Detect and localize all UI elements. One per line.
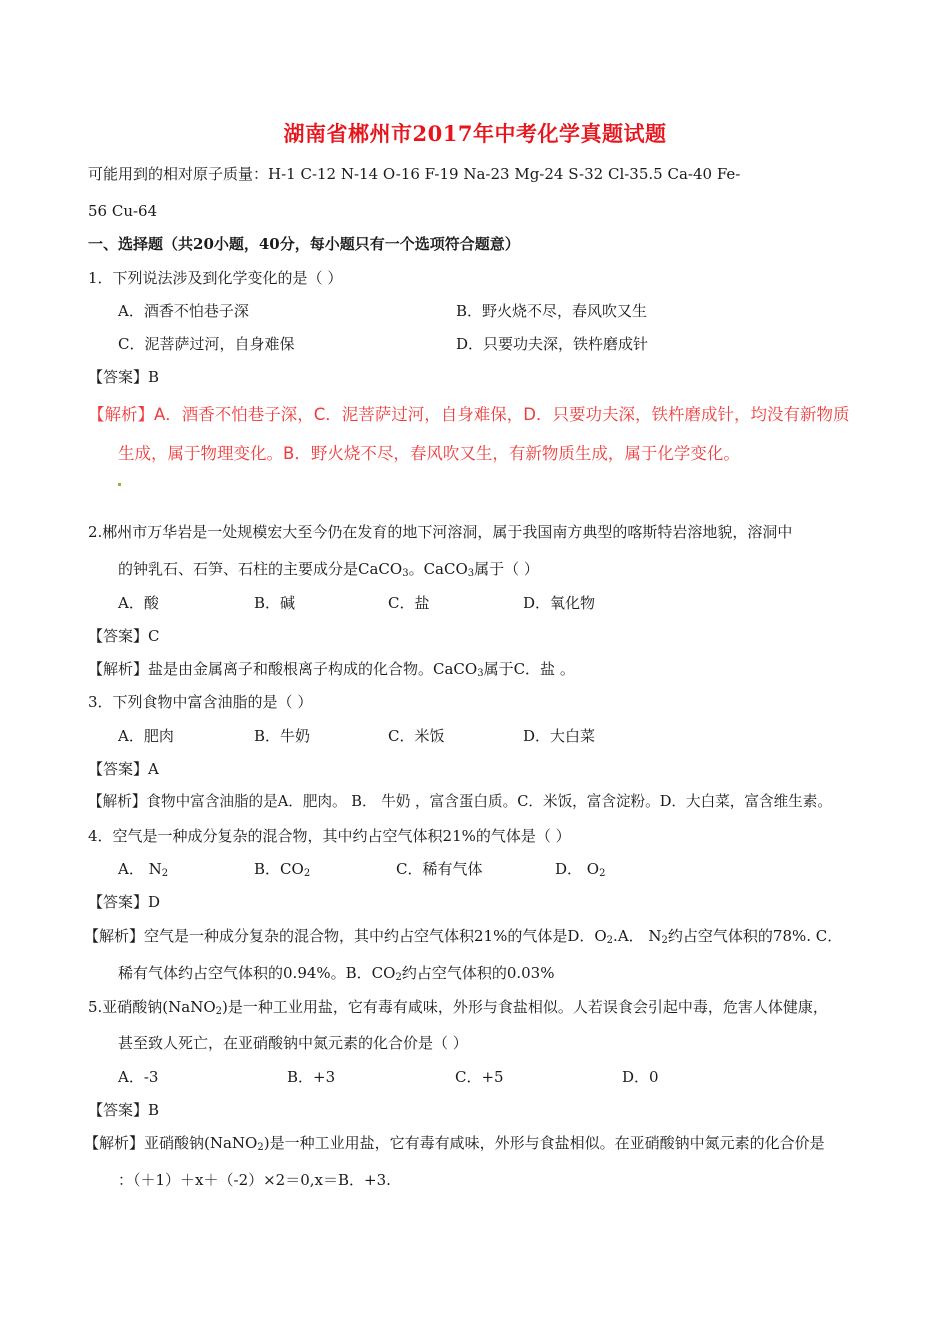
q4-answer: 【答案】D <box>88 893 161 911</box>
q5-option-d: D．0 <box>622 1068 659 1086</box>
q4-option-d: D． $O_2$ <box>555 860 606 879</box>
q3-option-c: C．米饭 <box>388 727 445 745</box>
q2-option-c: C．盐 <box>388 594 430 612</box>
q3-option-d: D．大白菜 <box>523 727 596 745</box>
q2-stem-line-1: 2.郴州市万华岩是一处规模宏大至今仍在发育的地下河溶洞，属于我国南方典型的喀斯特岩溶地貌，溶洞中 <box>88 523 793 541</box>
atomic-mass-line-2: 56 Cu-64 <box>88 202 158 220</box>
q3-stem: 3．下列食物中富含油脂的是（ ） <box>88 693 313 711</box>
q3-option-a: A．肥肉 <box>118 727 174 745</box>
q4-option-c: C．稀有气体 <box>396 860 483 878</box>
q1-option-c: C．泥菩萨过河，自身难保 <box>118 335 295 353</box>
q5-option-c: C．+5 <box>455 1068 504 1086</box>
q3-analysis: 【解析】食物中富含油脂的是A．肥肉。 B． 牛奶 ，富含蛋白质。C．米饭，富含淀粉。D．大白菜，富含维生素。 <box>88 793 832 810</box>
q5-option-a: A．-3 <box>118 1068 159 1086</box>
q5-option-b: B．+3 <box>287 1068 336 1086</box>
q4-option-b: B．$CO_2$ <box>254 860 311 879</box>
q4-analysis-line-2: 稀有气体约占空气体积的0.94%。B．$CO_2$约占空气体积的0.03% <box>118 964 555 983</box>
q5-analysis-line-2: ：（＋1）＋x＋（-2）×2＝0,x＝B．+3. <box>118 1171 391 1189</box>
q3-answer: 【答案】A <box>88 760 159 778</box>
q4-analysis-line-1: 【解析】空气是一种成分复杂的混合物，其中约占空气体积21%的气体是D．$O_2.A$． $N_2$约占空气体积的78%. C． <box>84 927 843 946</box>
q4-stem: 4．空气是一种成分复杂的混合物，其中约占空气体积21%的气体是（ ） <box>88 827 571 845</box>
q1-answer: 【答案】B <box>88 368 160 386</box>
q1-option-a: A．酒香不怕巷子深 <box>118 302 249 320</box>
q2-stem-line-2: 的钟乳石、石笋、石柱的主要成分是CaCO$_3$。CaCO$_3$属于（ ） <box>118 560 539 579</box>
q1-analysis-line-1: 【解析】A．酒香不怕巷子深，C．泥菩萨过河，自身难保，D．只要功夫深，铁杵磨成针，均没有新物质 <box>88 405 850 424</box>
q2-answer: 【答案】C <box>88 627 160 645</box>
q5-stem-line-2: 甚至致人死亡，在亚硝酸钠中氮元素的化合价是（ ） <box>118 1034 468 1052</box>
q5-stem-line-1: 5.亚硝酸钠(NaNO$_2$)是一种工业用盐，它有毒有咸味，外形与食盐相似。人若误食会引起中毒，危害人体健康， <box>88 998 828 1017</box>
q2-analysis: 【解析】盐是由金属离子和酸根离子构成的化合物。CaCO$_3$属于C．盐 。 <box>88 660 575 679</box>
q4-option-a: A． $N_2$ <box>118 860 169 879</box>
q3-option-b: B．牛奶 <box>254 727 311 745</box>
q1-stem: 1．下列说法涉及到化学变化的是（ ） <box>88 269 343 287</box>
q5-answer: 【答案】B <box>88 1101 160 1119</box>
q2-option-d: D．氧化物 <box>523 594 596 612</box>
q2-option-a: A．酸 <box>118 594 159 612</box>
page-title: 湖南省郴州市2017年中考化学真题试题 <box>283 121 667 146</box>
q2-option-b: B．碱 <box>254 594 296 612</box>
q1-analysis-line-2: 生成，属于物理变化。B．野火烧不尽，春风吹又生，有新物质生成，属于化学变化。 <box>118 444 740 463</box>
q1-option-b: B．野火烧不尽，春风吹又生 <box>456 302 648 320</box>
atomic-mass-line-1: 可能用到的相对原子质量：H-1 C-12 N-14 O-16 F-19 Na-23 Mg-24 S-32 Cl-35.5 Ca-40 Fe- <box>88 165 741 183</box>
section-heading: 一、选择题（共20小题，40分，每小题只有一个选项符合题意） <box>88 235 520 253</box>
q5-analysis-line-1: 【解析】亚硝酸钠(NaNO$_2$)是一种工业用盐，它有毒有咸味，外形与食盐相似。在亚硝酸钠中氮元素的化合价是 <box>84 1134 825 1153</box>
stray-mark <box>118 483 121 486</box>
q1-option-d: D．只要功夫深，铁杵磨成针 <box>456 335 649 353</box>
